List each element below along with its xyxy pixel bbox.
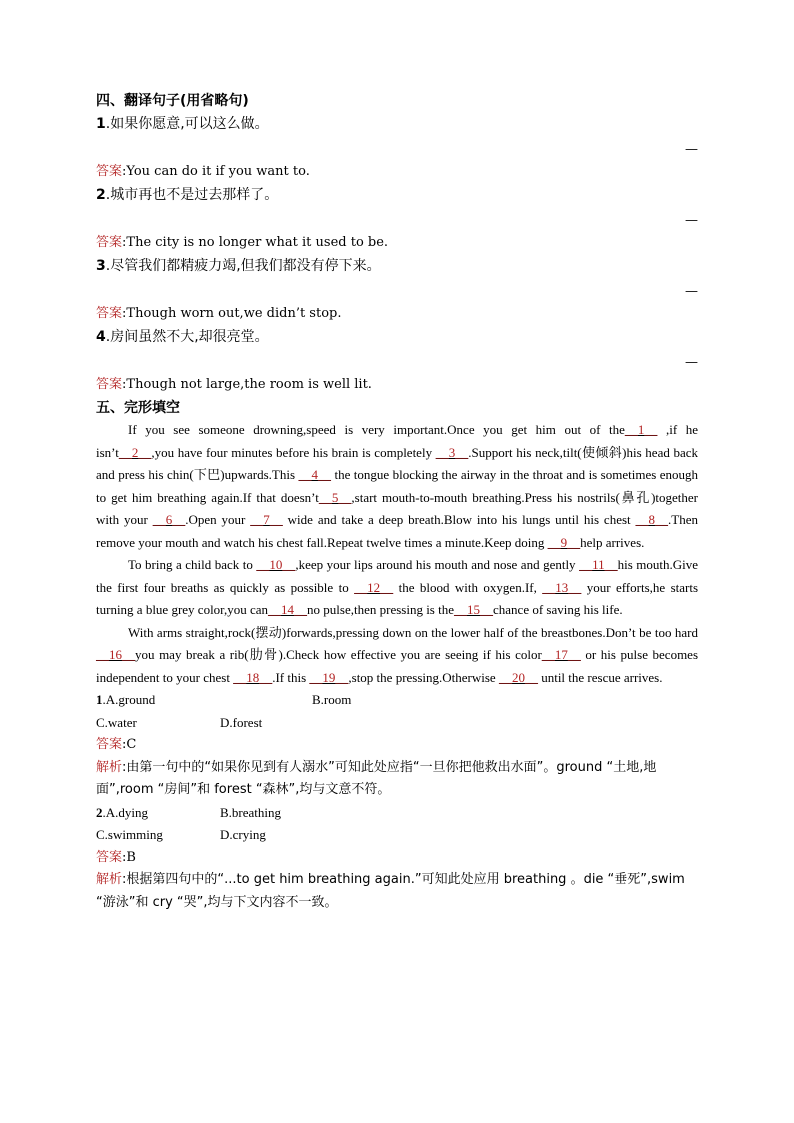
question-text: .尽管我们都精疲力竭,但我们都没有停下来。: [105, 257, 381, 274]
answer-text: :Though worn out,we didn’t stop.: [122, 306, 342, 321]
question-number: 3: [96, 257, 106, 274]
question-number: 1: [96, 115, 106, 132]
answer-text: :Though not large,the room is well lit.: [122, 377, 372, 392]
blank-18: __18__: [233, 669, 273, 685]
answer-line: —: [685, 355, 698, 370]
cloze-paragraph-2: [96, 554, 698, 622]
passage-text: With arms straight,rock(摆动)forwards,pressing down on the lower half of the breastbones.Don’t be too hard: [128, 624, 698, 640]
question-text: .城市再也不是过去那样了。: [105, 186, 279, 203]
passage-text: no pulse,then pressing is the: [307, 602, 455, 617]
answer-label: 答案: [96, 306, 123, 321]
passage-text: or his pulse becomes independent to your chest: [96, 647, 699, 685]
translation-item-1: [96, 113, 698, 184]
answer-line: —: [685, 284, 698, 299]
passage-text: your efforts,he starts turning a blue grey color,you can: [96, 579, 699, 617]
blank-16: __16__: [96, 647, 135, 662]
passage-text: .Open your: [185, 512, 246, 527]
passage-text: help arrives.: [580, 534, 645, 550]
cloze-question-2: [96, 802, 698, 915]
question-text: .如果你愿意,可以这么做。: [105, 115, 269, 132]
blank-3: __3__: [435, 444, 469, 460]
translation-item-3: [96, 255, 698, 326]
blank-10: __10__: [256, 557, 296, 572]
blank-17: __17__: [541, 647, 581, 662]
blank-2: __2__: [118, 444, 152, 460]
blank-8: __8__: [635, 512, 669, 527]
translation-item-2: [96, 184, 698, 255]
passage-text: ,start mouth-to-mouth breathing.Press his nostrils(鼻孔)together with your: [96, 489, 698, 527]
passage-text: .Support his neck,tilt(使倾斜)his head back and press his chin(下巴)upwards.This: [96, 444, 699, 482]
passage-text: If you see someone drowning,speed is very important.Once you get him out of the: [128, 422, 625, 437]
answer-label: 答案: [96, 377, 123, 392]
question-number: 1: [96, 692, 103, 707]
option-a: .A.dying: [102, 804, 148, 820]
passage-text: ,if he isn’t: [96, 422, 699, 460]
answer-text: :C: [122, 737, 137, 752]
passage-text: chance of saving his life.: [493, 602, 623, 617]
blank-15: __15__: [454, 602, 494, 617]
option-d: D.forest: [220, 714, 263, 730]
answer-text: :The city is no longer what it used to be.: [122, 235, 389, 250]
answer-label: 答案: [96, 737, 123, 752]
passage-text: you may break a rib(肋骨).Check how effective you are seeing if his color: [135, 647, 542, 662]
question-text: .房间虽然不大,却很亮堂。: [105, 328, 269, 345]
blank-4: __4__: [298, 467, 331, 482]
blank-20: __20__: [498, 669, 538, 685]
explanation-label: 解析: [96, 759, 123, 775]
blank-9: __9__: [547, 534, 581, 550]
option-a: .A.ground: [102, 692, 156, 707]
answer-text: :B: [122, 849, 136, 865]
cloze-question-1: [96, 689, 698, 802]
blank-13: __13__: [542, 579, 582, 595]
answer-text: :You can do it if you want to.: [122, 164, 310, 179]
passage-text: wide and take a deep breath.Blow into his lungs until his chest: [287, 512, 631, 527]
cloze-paragraph-1: [96, 419, 698, 554]
passage-text: the blood with oxygen.If,: [398, 579, 537, 595]
blank-6: __6__: [152, 512, 186, 527]
explanation-label: 解析: [96, 872, 123, 887]
option-d: D.crying: [220, 827, 266, 842]
translation-item-4: [96, 326, 698, 397]
answer-label: 答案: [96, 235, 123, 250]
section-4-title: 四、翻译句子(用省略句): [96, 93, 249, 109]
passage-text: the tongue blocking the airway in the throat and is sometimes enough to get him breathing again.If that doesn’t: [96, 467, 699, 505]
passage-text: ,you have four minutes before his brain is completely: [151, 444, 433, 460]
passage-text: until the rescue arrives.: [541, 669, 663, 685]
passage-text: To bring a child back to: [128, 557, 253, 572]
blank-11: __11__: [579, 557, 618, 572]
blank-5: __5__: [318, 489, 352, 505]
passage-text: ,stop the pressing.Otherwise: [348, 669, 496, 685]
passage-text: .If this: [272, 669, 307, 685]
passage-text: his mouth.Give the first four breaths as quickly as possible to: [96, 557, 699, 595]
option-b: B.breathing: [220, 804, 282, 820]
answer-label: 答案: [96, 849, 123, 865]
passage-text: ,keep your lips around his mouth and nose and gently: [295, 557, 576, 572]
document-page: [96, 90, 698, 914]
question-number: 2: [96, 804, 103, 820]
question-number: 2: [96, 186, 106, 203]
blank-19: __19__: [309, 669, 349, 685]
explanation-text: :由第一句中的“如果你见到有人溺水”可知此处应指“一旦你把他救出水面”。ground “土地,地面”,room “房间”和 forest “森林”,均与文意不符。: [96, 759, 657, 797]
explanation-text: :根据第四句中的“...to get him breathing again.”可知此处应用 breathing 。die “垂死”,swim “游泳”和 cry “哭”,均与下文内容不一致。: [96, 872, 685, 910]
blank-14: __14__: [268, 602, 308, 617]
answer-line: —: [685, 142, 698, 157]
blank-1: __1__: [624, 422, 658, 437]
section-5-title: 五、完形填空: [96, 399, 180, 416]
cloze-paragraph-3: [96, 622, 698, 690]
option-b: B.room: [312, 692, 352, 707]
answer-line: —: [685, 213, 698, 228]
option-c: C.swimming: [96, 827, 163, 842]
blank-7: __7__: [250, 512, 283, 527]
answer-label: 答案: [96, 164, 123, 179]
blank-12: __12__: [354, 579, 394, 595]
passage-text: .Then remove your mouth and watch his chest fall.Repeat twelve times a minute.Keep doing: [96, 512, 698, 550]
question-number: 4: [96, 328, 106, 345]
option-c: C.water: [96, 714, 137, 730]
